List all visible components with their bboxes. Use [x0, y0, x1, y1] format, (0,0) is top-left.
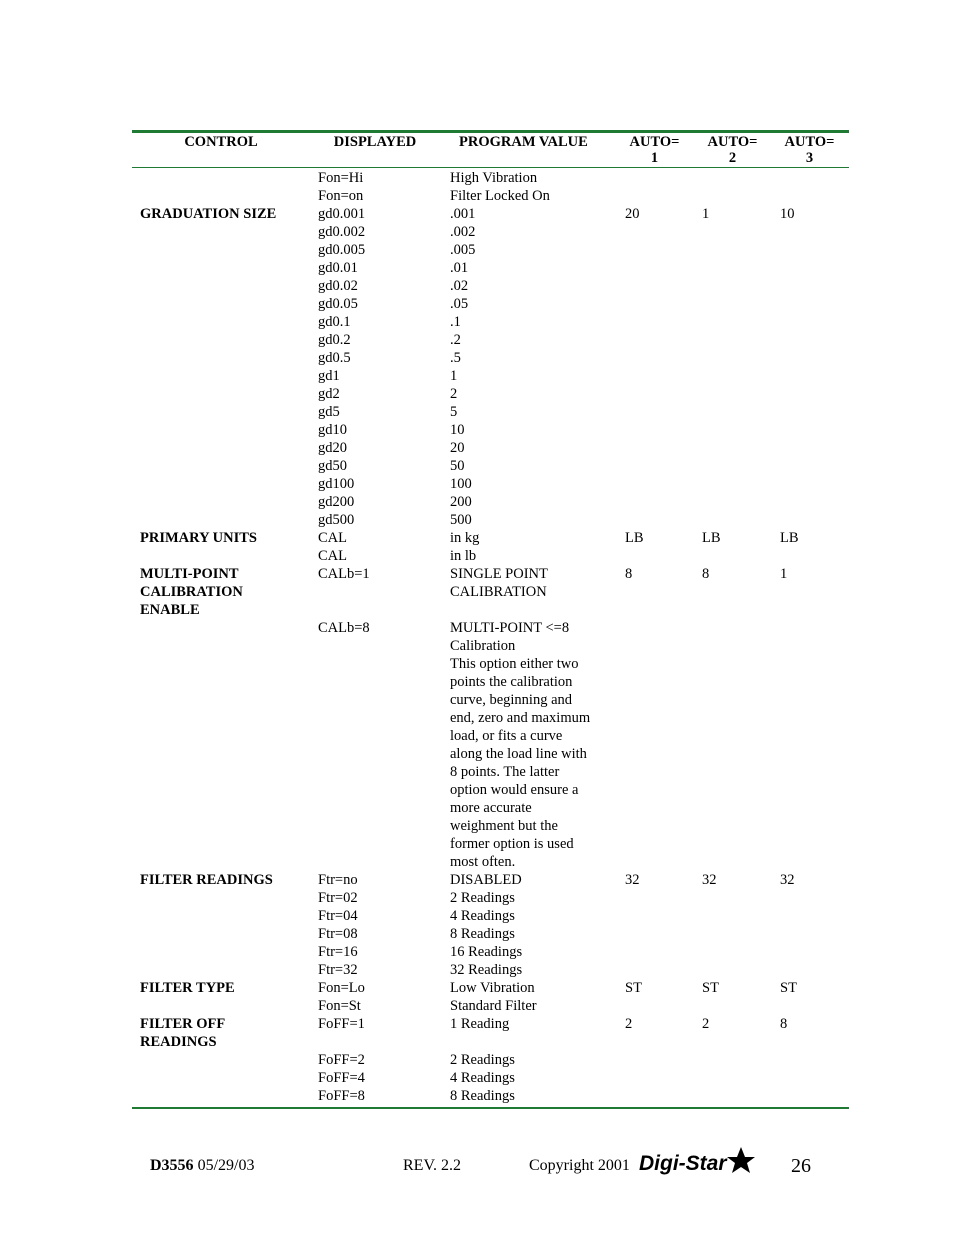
header-auto-1 [622, 134, 687, 166]
displayed-cell: gd50 [318, 458, 347, 474]
program-value-cell: in kg [450, 530, 480, 546]
displayed-cell: CAL [318, 530, 347, 546]
table-row [132, 457, 849, 475]
header-auto-2 [700, 134, 765, 166]
table-row [132, 727, 849, 745]
displayed-cell: gd0.002 [318, 224, 366, 240]
header-rule [132, 167, 849, 168]
program-value-cell: Standard Filter [450, 998, 537, 1014]
program-value-cell: .1 [450, 314, 461, 330]
program-value-cell: in lb [450, 548, 477, 564]
program-value-cell: curve, beginning and [450, 692, 573, 708]
program-value-cell: 10 [450, 422, 465, 438]
table-row [132, 1069, 849, 1087]
displayed-cell: gd0.02 [318, 278, 358, 294]
displayed-cell: gd0.2 [318, 332, 351, 348]
auto-3-cell: 32 [780, 872, 795, 888]
program-value-cell: .5 [450, 350, 461, 366]
program-value-cell: 8 Readings [450, 926, 515, 942]
program-value-cell: 20 [450, 440, 465, 456]
displayed-cell: gd20 [318, 440, 347, 456]
displayed-cell: Ftr=32 [318, 962, 358, 978]
displayed-cell: gd0.5 [318, 350, 351, 366]
page-number: 26 [791, 1155, 811, 1177]
table-row [132, 1033, 849, 1051]
control-cell: FILTER TYPE [140, 980, 235, 996]
table-row [132, 439, 849, 457]
program-value-cell: along the load line with [450, 746, 587, 762]
displayed-cell: gd0.001 [318, 206, 366, 222]
table-row [132, 205, 849, 223]
table-row [132, 691, 849, 709]
program-value-cell: .2 [450, 332, 461, 348]
program-value-cell: .002 [450, 224, 476, 240]
control-cell: GRADUATION SIZE [140, 206, 277, 222]
program-value-cell: 8 Readings [450, 1088, 515, 1104]
auto-2-cell: 2 [702, 1016, 710, 1032]
table-row [132, 871, 849, 889]
table-row [132, 421, 849, 439]
table-row [132, 223, 849, 241]
program-value-cell: DISABLED [450, 872, 522, 888]
table-row [132, 385, 849, 403]
table-row [132, 529, 849, 547]
table-row [132, 961, 849, 979]
program-value-cell: CALIBRATION [450, 584, 547, 600]
table-row [132, 997, 849, 1015]
program-value-cell: 8 points. The latter [450, 764, 560, 780]
displayed-cell: gd5 [318, 404, 340, 420]
table-row [132, 313, 849, 331]
auto-2-cell: LB [702, 530, 721, 546]
control-cell: FILTER OFF [140, 1016, 226, 1032]
footer-copyright: Copyright 2001 [529, 1157, 630, 1174]
table-row [132, 673, 849, 691]
header-program-value: PROGRAM VALUE [459, 134, 588, 150]
displayed-cell: Ftr=16 [318, 944, 358, 960]
header-auto-3 [777, 134, 842, 166]
table-row [132, 475, 849, 493]
displayed-cell: Ftr=no [318, 872, 358, 888]
program-value-cell: 5 [450, 404, 458, 420]
auto-1-cell: 20 [625, 206, 640, 222]
displayed-cell: CALb=8 [318, 620, 370, 636]
program-value-cell: .01 [450, 260, 469, 276]
header-auto-2-bottom: 2 [728, 150, 737, 166]
footer-revision: REV. 2.2 [403, 1157, 461, 1174]
displayed-cell: gd0.005 [318, 242, 366, 258]
program-value-cell: 4 Readings [450, 908, 515, 924]
table-row [132, 277, 849, 295]
auto-3-cell: 1 [780, 566, 788, 582]
displayed-cell: Fon=on [318, 188, 364, 204]
displayed-cell: CAL [318, 548, 347, 564]
table-row [132, 763, 849, 781]
program-value-cell: 2 [450, 386, 458, 402]
header-auto-1-top: AUTO= [629, 134, 680, 150]
displayed-cell: gd0.05 [318, 296, 358, 312]
table-row [132, 547, 849, 565]
table-row [132, 565, 849, 583]
header-control: CONTROL [184, 134, 258, 150]
table-row [132, 187, 849, 205]
table-row [132, 745, 849, 763]
table-row [132, 817, 849, 835]
displayed-cell: Fon=Hi [318, 170, 364, 186]
table-row [132, 979, 849, 997]
auto-1-cell: 32 [625, 872, 640, 888]
displayed-cell: FoFF=8 [318, 1088, 365, 1104]
program-value-cell: 1 Reading [450, 1016, 510, 1032]
displayed-cell: gd200 [318, 494, 355, 510]
program-value-cell: end, zero and maximum [450, 710, 591, 726]
logo-text: Digi-Star [639, 1152, 727, 1175]
control-cell: PRIMARY UNITS [140, 530, 257, 546]
program-value-cell: Low Vibration [450, 980, 535, 996]
auto-3-cell: 10 [780, 206, 795, 222]
displayed-cell: gd500 [318, 512, 355, 528]
table-row [132, 853, 849, 871]
program-value-cell: 16 Readings [450, 944, 523, 960]
program-value-cell: points the calibration [450, 674, 573, 690]
star-icon [727, 1147, 755, 1173]
program-value-cell: .05 [450, 296, 469, 312]
auto-3-cell: LB [780, 530, 799, 546]
table-bottom-rule [132, 1107, 849, 1109]
footer-doc-id [150, 1154, 254, 1178]
auto-1-cell: LB [625, 530, 644, 546]
program-value-cell: 1 [450, 368, 458, 384]
program-value-cell: load, or fits a curve [450, 728, 563, 744]
program-value-cell: SINGLE POINT [450, 566, 548, 582]
table-row [132, 637, 849, 655]
program-value-cell: .02 [450, 278, 469, 294]
table-row [132, 349, 849, 367]
program-value-cell: .005 [450, 242, 476, 258]
auto-1-cell: 2 [625, 1016, 633, 1032]
auto-3-cell: 8 [780, 1016, 788, 1032]
table-row [132, 1051, 849, 1069]
auto-2-cell: ST [702, 980, 719, 996]
auto-2-cell: 1 [702, 206, 710, 222]
program-value-cell: 50 [450, 458, 465, 474]
control-cell: READINGS [140, 1034, 217, 1050]
table-row [132, 169, 849, 187]
program-value-cell: Calibration [450, 638, 516, 654]
auto-2-cell: 32 [702, 872, 717, 888]
displayed-cell: Ftr=02 [318, 890, 358, 906]
program-value-cell: This option either two [450, 656, 579, 672]
program-value-cell: High Vibration [450, 170, 538, 186]
program-value-cell: option would ensure a [450, 782, 579, 798]
auto-1-cell: 8 [625, 566, 633, 582]
program-value-cell: 2 Readings [450, 890, 515, 906]
table-row [132, 601, 849, 619]
displayed-cell: FoFF=4 [318, 1070, 365, 1086]
program-value-cell: former option is used [450, 836, 574, 852]
displayed-cell: gd1 [318, 368, 340, 384]
doc-number: D3556 [150, 1157, 194, 1174]
table-row [132, 259, 849, 277]
table-row [132, 907, 849, 925]
table-row [132, 925, 849, 943]
doc-date: 05/29/03 [193, 1157, 255, 1174]
program-value-cell: more accurate [450, 800, 532, 816]
displayed-cell: FoFF=1 [318, 1016, 365, 1032]
table-top-rule [132, 130, 849, 133]
program-value-cell: 32 Readings [450, 962, 523, 978]
displayed-cell: gd0.01 [318, 260, 358, 276]
displayed-cell: Fon=St [318, 998, 361, 1014]
displayed-cell: CALb=1 [318, 566, 370, 582]
header-auto-1-bottom: 1 [650, 150, 659, 166]
program-value-cell: 2 Readings [450, 1052, 515, 1068]
header-auto-3-bottom: 3 [805, 150, 814, 166]
table-row [132, 799, 849, 817]
displayed-cell: Fon=Lo [318, 980, 365, 996]
control-cell: CALIBRATION [140, 584, 243, 600]
control-cell: ENABLE [140, 602, 200, 618]
displayed-cell: Ftr=04 [318, 908, 358, 924]
table-row [132, 1015, 849, 1033]
table-row [132, 493, 849, 511]
program-value-cell: 4 Readings [450, 1070, 515, 1086]
table-row [132, 511, 849, 529]
header-displayed: DISPLAYED [333, 134, 417, 150]
displayed-cell: Ftr=08 [318, 926, 358, 942]
auto-2-cell: 8 [702, 566, 710, 582]
table-row [132, 889, 849, 907]
table-row [132, 331, 849, 349]
table-row [132, 655, 849, 673]
table-row [132, 835, 849, 853]
program-value-cell: 100 [450, 476, 472, 492]
table-row [132, 403, 849, 421]
table-row [132, 943, 849, 961]
digi-star-logo-graphic [637, 1145, 757, 1179]
header-auto-3-top: AUTO= [784, 134, 835, 150]
digi-star-logo [637, 1145, 757, 1187]
program-value-cell: 500 [450, 512, 472, 528]
header-auto-2-top: AUTO= [707, 134, 758, 150]
program-value-cell: .001 [450, 206, 476, 222]
displayed-cell: FoFF=2 [318, 1052, 365, 1068]
auto-3-cell: ST [780, 980, 797, 996]
control-cell: MULTI-POINT [140, 566, 239, 582]
table-row [132, 241, 849, 259]
displayed-cell: gd100 [318, 476, 355, 492]
table-row [132, 1087, 849, 1105]
program-value-cell: most often. [450, 854, 516, 870]
program-value-cell: 200 [450, 494, 472, 510]
displayed-cell: gd10 [318, 422, 347, 438]
table-row [132, 367, 849, 385]
table-row [132, 619, 849, 637]
program-value-cell: weighment but the [450, 818, 558, 834]
table-row [132, 295, 849, 313]
auto-1-cell: ST [625, 980, 642, 996]
displayed-cell: gd0.1 [318, 314, 351, 330]
table-row [132, 709, 849, 727]
table-row [132, 781, 849, 799]
program-value-cell: MULTI-POINT <=8 [450, 620, 570, 636]
program-value-cell: Filter Locked On [450, 188, 550, 204]
control-cell: FILTER READINGS [140, 872, 273, 888]
displayed-cell: gd2 [318, 386, 340, 402]
table-row [132, 583, 849, 601]
